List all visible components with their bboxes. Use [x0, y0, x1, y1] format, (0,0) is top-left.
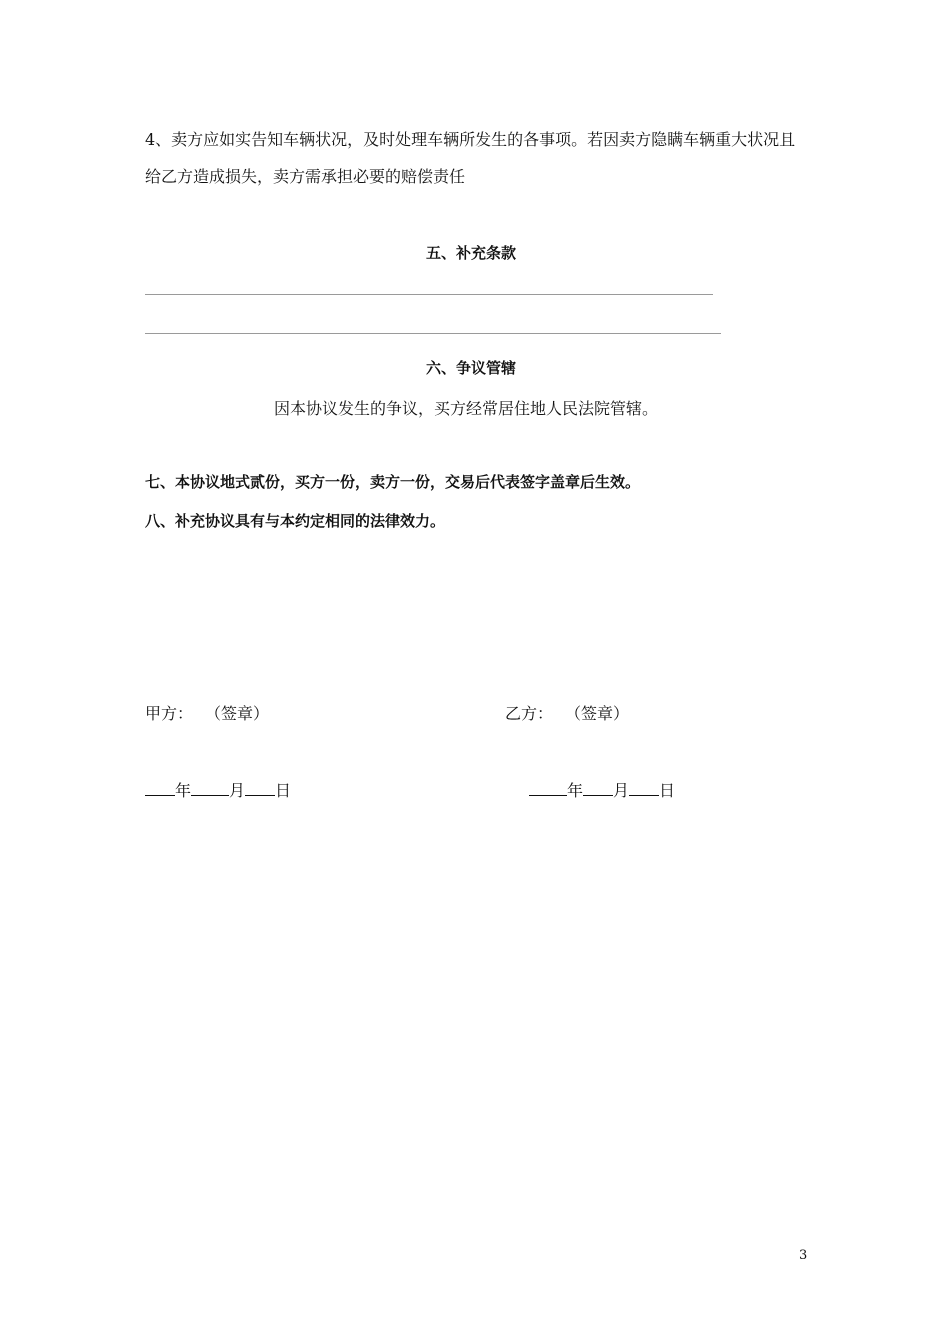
day-label: 日 [659, 781, 676, 800]
day-blank [245, 781, 275, 796]
supplement-blank-line-1 [145, 294, 713, 295]
section-6-body: 因本协议发生的争议，买方经常居住地人民法院管辖。 [274, 399, 659, 418]
year-label: 年 [175, 781, 192, 800]
clause-4-line-2: 给乙方造成损失，卖方需承担必要的赔偿责任 [145, 167, 466, 186]
year-label: 年 [567, 781, 584, 800]
month-label: 月 [613, 781, 630, 800]
party-a-seal: （签章） [205, 704, 270, 723]
party-b-label: 乙方： [505, 704, 554, 723]
page-number: 3 [799, 1248, 808, 1263]
month-blank [191, 781, 229, 796]
month-blank [583, 781, 613, 796]
party-a-date [145, 778, 291, 801]
party-a-label: 甲方： [145, 704, 194, 723]
clause-4-line-1: 4、卖方应如实告知车辆状况，及时处理车辆所发生的各事项。若因卖方隐瞒车辆重大状况且 [145, 130, 796, 149]
year-blank [529, 781, 567, 796]
year-blank [145, 781, 175, 796]
section-7: 七、本协议地式贰份，买方一份，卖方一份，交易后代表签字盖章后生效。 [145, 473, 641, 491]
day-label: 日 [275, 781, 292, 800]
section-6-heading: 六、争议管辖 [426, 359, 517, 377]
party-b-date [529, 778, 675, 801]
section-5-heading: 五、补充条款 [426, 244, 517, 262]
party-b-seal: （签章） [565, 704, 630, 723]
party-b-signature [505, 701, 629, 724]
day-blank [629, 781, 659, 796]
supplement-blank-line-2 [145, 333, 721, 334]
month-label: 月 [229, 781, 246, 800]
party-a-signature [145, 701, 269, 724]
section-8: 八、补充协议具有与本约定相同的法律效力。 [145, 512, 446, 530]
